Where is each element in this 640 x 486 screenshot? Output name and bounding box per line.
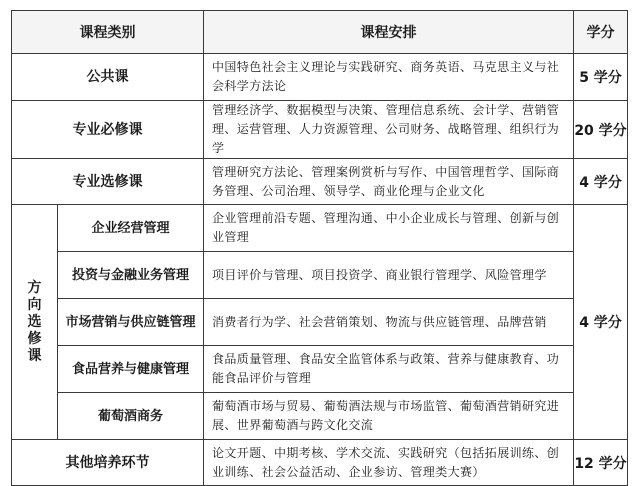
header-category: 课程类别 [12,11,204,54]
credit-required: 20 学分 [574,101,628,159]
row-other [12,440,628,486]
direction-char: 修 [27,330,42,347]
direction-name: 葡萄酒商务 [58,393,204,440]
credit-public: 5 学分 [574,54,628,101]
direction-name: 企业经营管理 [58,205,204,252]
direction-courses: 食品质量管理、食品安全监管体系与政策、营养与健康教育、功能食品评价与管理 [204,346,574,393]
direction-name: 市场营销与供应链管理 [58,299,204,346]
category-required: 专业必修课 [12,101,204,159]
row-public [12,54,628,101]
direction-name: 投资与金融业务管理 [58,252,204,299]
direction-name: 食品营养与健康管理 [58,346,204,393]
courses-public: 中国特色社会主义理论与实践研究、商务英语、马克思主义与社会科学方法论 [204,54,574,101]
credit-other: 12 学分 [574,440,628,486]
row-direction-5 [12,393,628,440]
category-public: 公共课 [12,54,204,101]
header-credit: 学分 [574,11,628,54]
courses-required: 管理经济学、数据模型与决策、管理信息系统、会计学、营销管理、运营管理、人力资源管理、公司财务、战略管理、组织行为学 [204,101,574,159]
row-required [12,101,628,159]
row-direction-2 [12,252,628,299]
direction-courses: 葡萄酒市场与贸易、葡萄酒法规与市场监管、葡萄酒营销研究进展、世界葡萄酒与跨文化交流 [204,393,574,440]
row-elective [12,159,628,205]
direction-courses: 项目评价与管理、项目投资学、商业银行管理学、风险管理学 [204,252,574,299]
direction-char: 方 [27,279,42,296]
direction-char: 选 [27,313,42,330]
category-direction [12,205,58,440]
courses-other: 论文开题、中期考核、学术交流、实践研究（包括拓展训练、创业训练、社会公益活动、企业参访、管理类大赛） [204,440,574,486]
credit-direction: 4 学分 [574,205,628,440]
row-direction-4 [12,346,628,393]
row-direction-1 [12,205,628,252]
category-elective: 专业选修课 [12,159,204,205]
direction-courses: 企业管理前沿专题、管理沟通、中小企业成长与管理、创新与创业管理 [204,205,574,252]
header-row [12,11,628,54]
header-arrangement: 课程安排 [204,11,574,54]
credit-elective: 4 学分 [574,159,628,205]
direction-char: 向 [27,296,42,313]
row-direction-3 [12,299,628,346]
direction-char: 课 [27,347,42,364]
direction-courses: 消费者行为学、社会营销策划、物流与供应链管理、品牌营销 [204,299,574,346]
category-other: 其他培养环节 [12,440,204,486]
courses-elective: 管理研究方法论、管理案例赏析与写作、中国管理哲学、国际商务管理、公司治理、领导学、商业伦理与企业文化 [204,159,574,205]
curriculum-table [11,10,628,486]
